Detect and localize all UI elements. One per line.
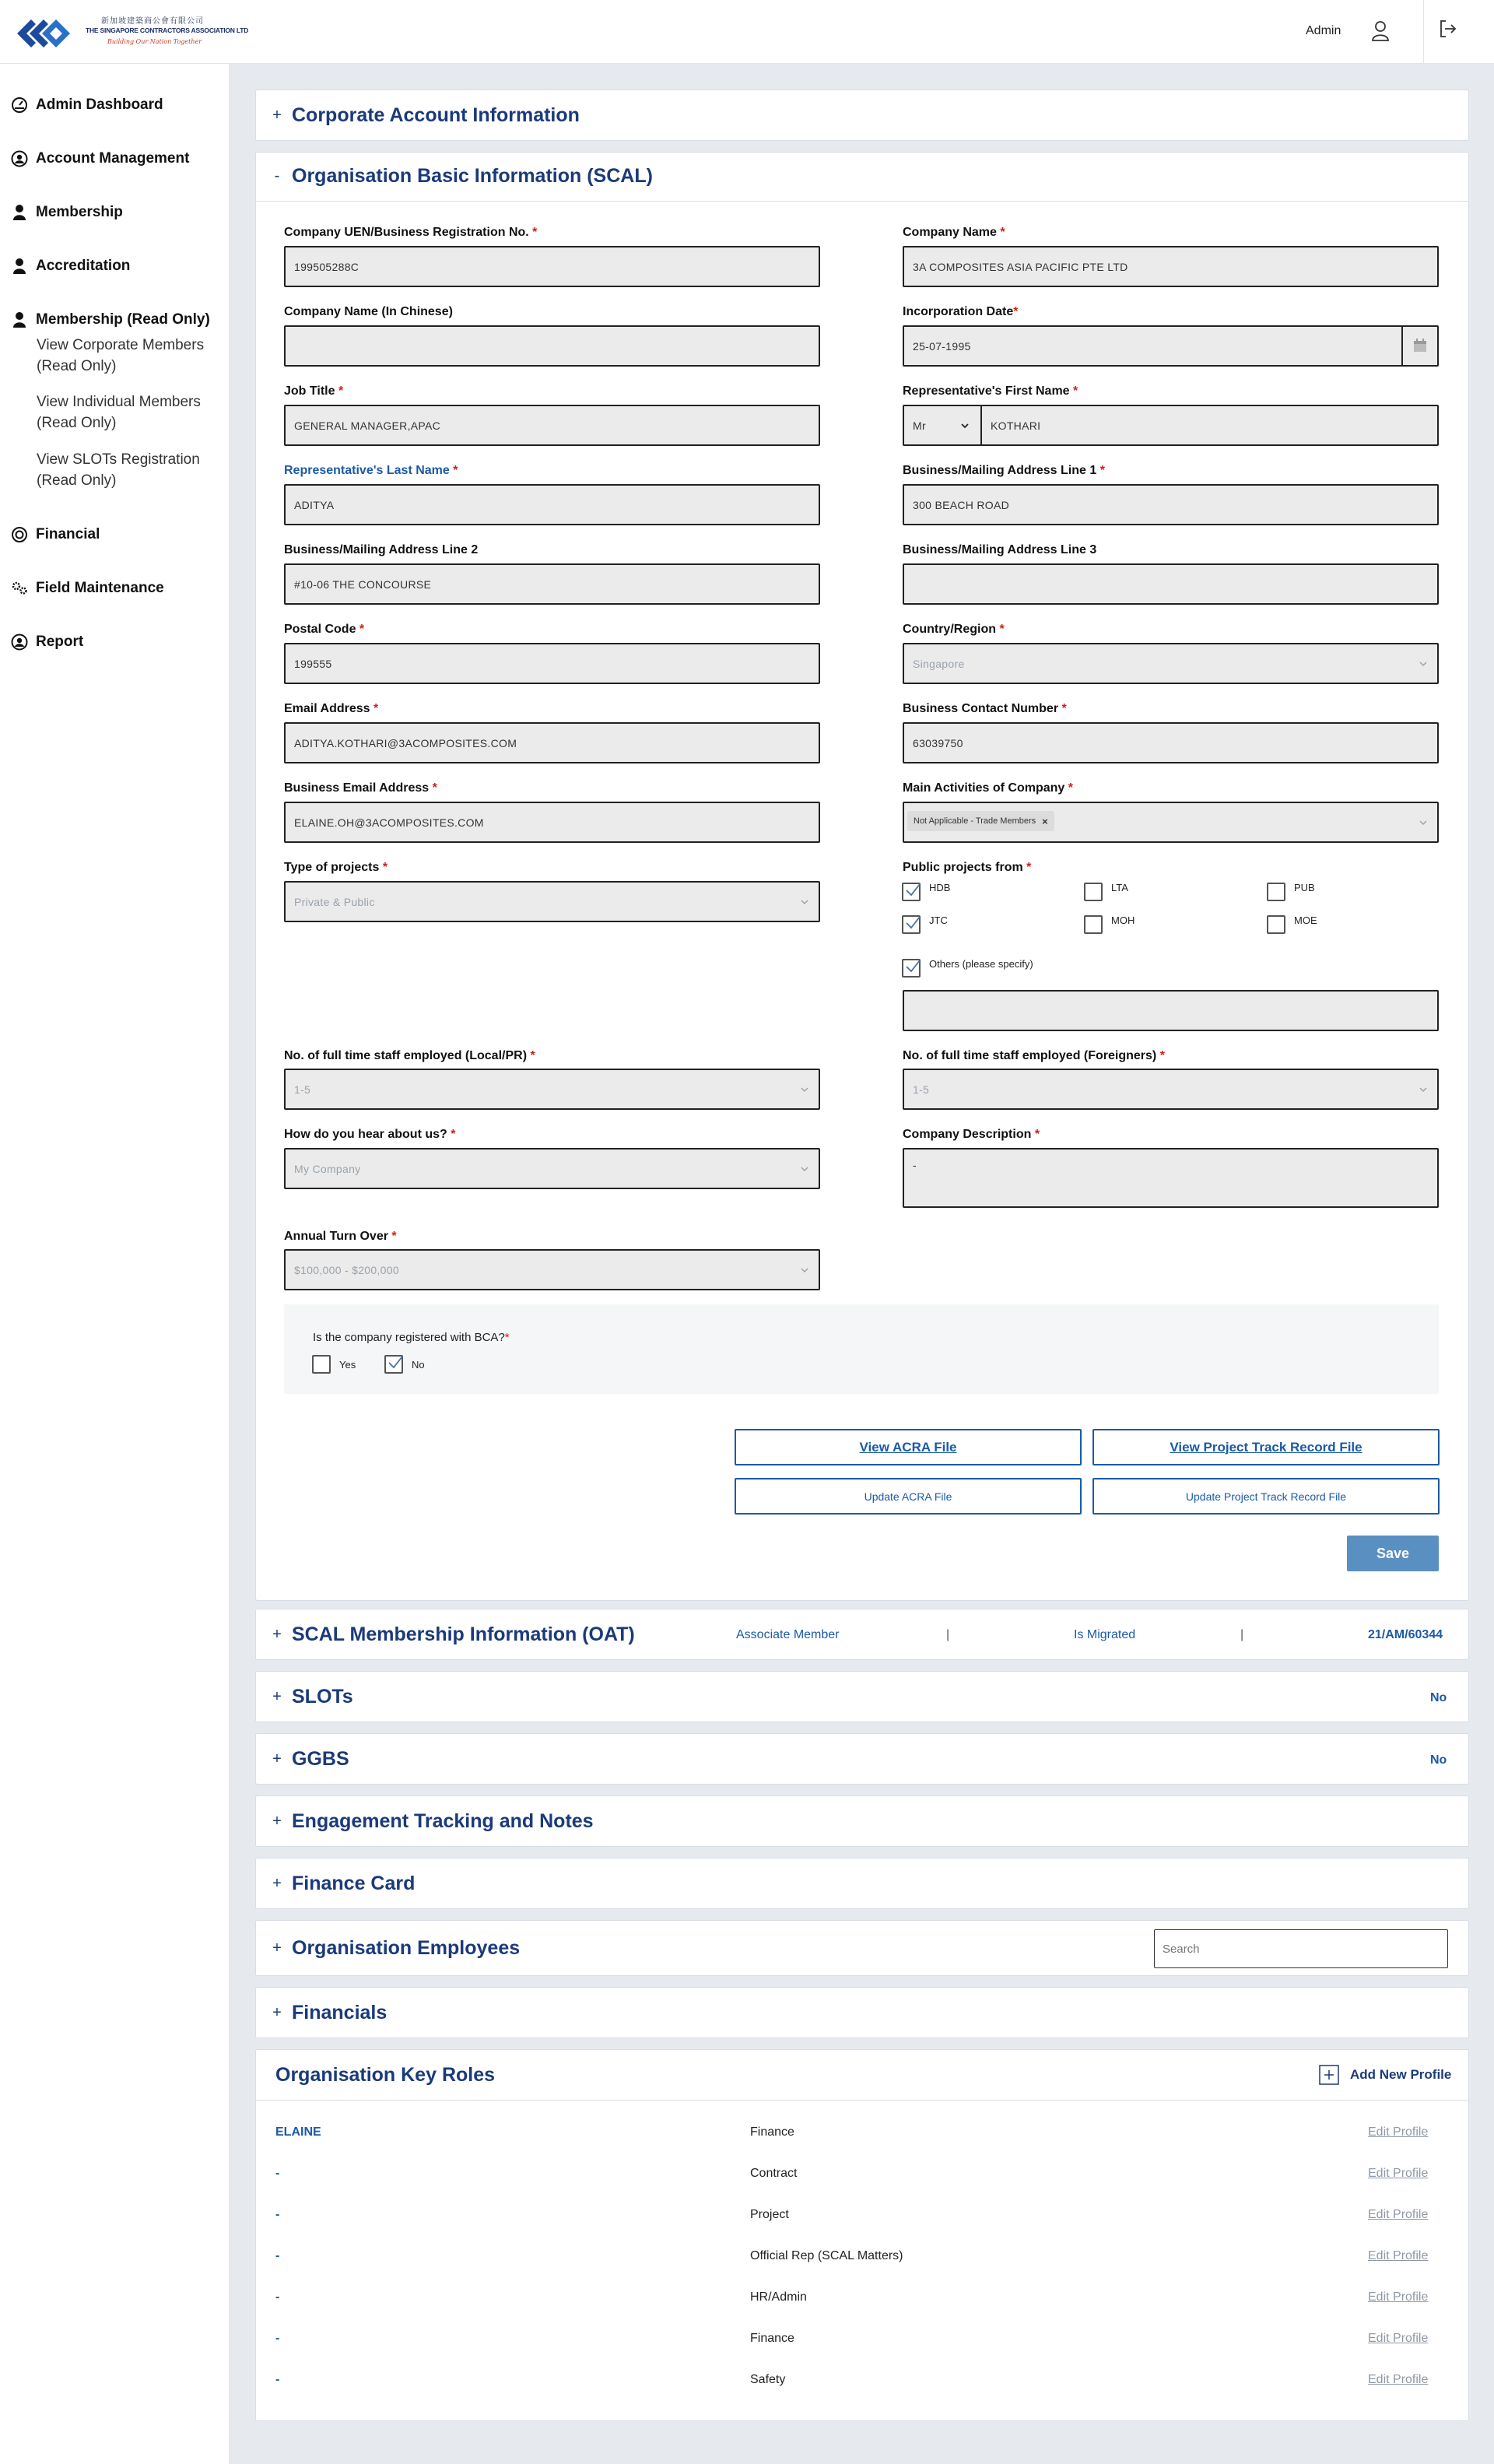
section-divider (255, 2100, 1469, 2101)
edit-profile-link[interactable]: Edit Profile (1368, 2208, 1429, 2221)
public-projects-label: Public projects from * (903, 861, 1032, 874)
logo-chinese-text: 新加坡建築商公會有限公司 (101, 17, 204, 26)
gears-icon (11, 580, 28, 597)
sidebar-subitem-view-individual[interactable]: View Individual Members (Read Only) (37, 394, 201, 431)
rep-last-name-label: Representative's Last Name * (284, 464, 458, 477)
chevron-down-icon (800, 1085, 809, 1094)
expand-toggle-icon[interactable]: + (272, 1875, 282, 1892)
org-basic-info-header[interactable] (272, 165, 653, 188)
incorporation-date-label: Incorporation Date* (903, 305, 1019, 318)
moe-label: MOE (1294, 914, 1317, 926)
ggbs-value: No (1430, 1753, 1447, 1767)
calendar-button[interactable] (1401, 327, 1437, 365)
salutation-select[interactable] (903, 405, 982, 446)
hdb-label: HDB (929, 882, 951, 893)
address1-input[interactable]: 300 BEACH ROAD (903, 484, 1439, 525)
edit-profile-link[interactable]: Edit Profile (1368, 2167, 1429, 2180)
section-title: Financials (292, 2002, 388, 2023)
key-role-title: HR/Admin (750, 2290, 807, 2304)
save-button[interactable]: Save (1347, 1536, 1439, 1571)
expand-toggle-icon[interactable]: + (272, 2004, 282, 2021)
collapse-toggle-icon[interactable]: - (274, 167, 280, 184)
remove-tag-icon[interactable]: × (1042, 815, 1048, 827)
hear-about-select[interactable] (284, 1148, 820, 1189)
expand-toggle-icon[interactable]: + (272, 107, 282, 124)
main-activity-tag-label: Not Applicable - Trade Members (914, 816, 1036, 826)
sidebar-item-admin-dashboard[interactable] (11, 97, 163, 114)
chevron-down-icon (960, 421, 970, 430)
sidebar-item-label: Report (36, 634, 84, 650)
key-role-name[interactable]: - (275, 2332, 280, 2345)
key-role-title: Contract (750, 2167, 798, 2180)
country-select[interactable] (903, 643, 1439, 684)
scal-membership-header[interactable] (272, 1623, 635, 1646)
key-roles-panel (255, 2049, 1469, 2421)
sidebar-item-account-management[interactable] (11, 150, 189, 167)
staff-foreign-value: 1-5 (913, 1083, 930, 1096)
slots-header[interactable] (272, 1686, 353, 1708)
staff-foreign-select[interactable] (903, 1069, 1439, 1110)
contact-number-input[interactable]: 63039750 (903, 722, 1439, 763)
section-title: Organisation Employees (292, 1937, 521, 1959)
section-divider (255, 201, 1469, 202)
scal-logo[interactable] (14, 9, 249, 54)
sidebar-item-label: Accreditation (36, 258, 131, 274)
update-acra-button[interactable]: Update ACRA File (735, 1478, 1082, 1515)
sidebar-item-field-maintenance[interactable] (11, 580, 164, 597)
uen-label: Company UEN/Business Registration No. * (284, 226, 538, 239)
person-icon (11, 311, 28, 328)
incorporation-date-input[interactable] (903, 325, 1439, 367)
expand-toggle-icon[interactable]: + (272, 1750, 282, 1767)
sidebar-item-label: Field Maintenance (36, 580, 164, 596)
key-role-name[interactable]: - (275, 2167, 280, 2180)
salutation-value: Mr (913, 419, 926, 432)
chevron-down-icon (800, 897, 809, 907)
jtc-checkbox[interactable] (902, 915, 921, 934)
admin-username[interactable]: Admin (1306, 24, 1341, 37)
finance-card-panel[interactable] (255, 1858, 1469, 1909)
chevron-down-icon (800, 1265, 809, 1275)
edit-profile-link[interactable]: Edit Profile (1368, 2125, 1429, 2139)
chevron-down-icon (1419, 1085, 1428, 1094)
bca-yes-checkbox[interactable] (312, 1355, 331, 1374)
sidebar-item-label: Membership (Read Only) (36, 311, 210, 328)
org-employees-header[interactable] (272, 1937, 520, 1960)
rep-first-name-input[interactable]: KOTHARI (980, 405, 1439, 446)
sidebar-item-membership[interactable] (11, 204, 123, 221)
edit-profile-link[interactable]: Edit Profile (1368, 2332, 1429, 2345)
lta-label: LTA (1111, 882, 1128, 893)
update-track-record-button[interactable]: Update Project Track Record File (1092, 1478, 1440, 1515)
annual-turnover-label: Annual Turn Over * (284, 1230, 397, 1243)
staff-local-label: No. of full time staff employed (Local/PR) * (284, 1049, 535, 1062)
sidebar-item-accreditation[interactable] (11, 258, 130, 275)
sidebar-item-report[interactable] (11, 634, 83, 651)
section-title: GGBS (292, 1748, 349, 1770)
member-number: 21/AM/60344 (1368, 1628, 1443, 1641)
slots-value: No (1430, 1691, 1447, 1704)
address3-label: Business/Mailing Address Line 3 (903, 543, 1097, 556)
slots-panel[interactable] (255, 1671, 1469, 1722)
ggbs-panel[interactable] (255, 1733, 1469, 1785)
staff-foreign-label: No. of full time staff employed (Foreigners) * (903, 1049, 1165, 1062)
type-projects-select[interactable] (284, 881, 820, 922)
checkmark-icon (904, 958, 921, 975)
key-role-title: Safety (750, 2373, 786, 2386)
section-title: Organisation Basic Information (SCAL) (292, 165, 653, 187)
moh-label: MOH (1111, 914, 1135, 926)
company-desc-textarea[interactable]: - (903, 1148, 1439, 1208)
country-value: Singapore (913, 657, 965, 670)
sidebar-subitem-view-corporate[interactable]: View Corporate Members (Read Only) (37, 337, 205, 374)
sidebar-item-label: Account Management (36, 150, 190, 167)
dashboard-icon (11, 97, 28, 114)
sidebar-subitem-view-slots[interactable]: View SLOTs Registration (Read Only) (37, 451, 200, 489)
bca-question: Is the company registered with BCA?* (313, 1331, 510, 1344)
key-role-name[interactable]: ELAINE (275, 2125, 321, 2139)
staff-local-value: 1-5 (294, 1083, 311, 1096)
report-icon (11, 634, 28, 651)
address2-input[interactable]: #10-06 THE CONCOURSE (284, 563, 820, 605)
bca-no-label: No (412, 1359, 425, 1371)
edit-profile-link[interactable]: Edit Profile (1368, 2373, 1429, 2386)
email-label: Email Address * (284, 702, 379, 715)
view-track-record-button[interactable]: View Project Track Record File (1092, 1429, 1440, 1465)
bca-yes-label: Yes (339, 1359, 356, 1371)
incorporation-date-value: 25-07-1995 (913, 339, 971, 353)
rep-first-name-label: Representative's First Name * (903, 384, 1078, 398)
separator: | (1240, 1628, 1244, 1641)
sidebar-item-label: Membership (36, 204, 123, 220)
hear-about-value: My Company (294, 1162, 361, 1175)
logout-icon[interactable] (1438, 19, 1458, 39)
ggbs-header[interactable] (272, 1748, 349, 1771)
logo-name-text: THE SINGAPORE CONTRACTORS ASSOCIATION LTD (86, 26, 249, 34)
postal-code-label: Postal Code * (284, 623, 365, 636)
top-bar (0, 0, 1494, 64)
section-title: Finance Card (292, 1873, 416, 1894)
job-title-label: Job Title * (284, 384, 344, 398)
header-divider (1423, 0, 1424, 64)
finance-card-header[interactable] (272, 1873, 415, 1895)
member-type: Associate Member (736, 1628, 840, 1641)
hdb-checkbox[interactable] (902, 883, 921, 901)
key-role-title: Finance (750, 2125, 794, 2139)
bca-no-checkbox[interactable] (384, 1355, 403, 1374)
corporate-account-panel[interactable] (255, 90, 1469, 141)
checkmark-icon (387, 1354, 404, 1371)
staff-local-select[interactable] (284, 1069, 820, 1110)
financial-gear-icon (11, 526, 28, 543)
chevron-down-icon (1419, 818, 1428, 827)
annual-turnover-value: $100,000 - $200,000 (294, 1263, 399, 1276)
section-title: SLOTs (292, 1686, 353, 1708)
financials-header[interactable] (272, 2002, 387, 2024)
country-label: Country/Region * (903, 623, 1005, 636)
add-new-profile-label: Add New Profile (1350, 2067, 1452, 2082)
chevron-down-icon (1419, 659, 1428, 669)
sidebar-item-label: Admin Dashboard (36, 97, 163, 113)
key-role-name[interactable]: - (275, 2290, 280, 2304)
scal-logo-mark (14, 12, 81, 54)
type-projects-value: Private & Public (294, 895, 375, 908)
edit-profile-link[interactable]: Edit Profile (1368, 2249, 1429, 2262)
job-title-input[interactable]: GENERAL MANAGER,APAC (284, 405, 820, 446)
postal-code-input[interactable]: 199555 (284, 643, 820, 684)
main-activity-tag (907, 811, 1054, 831)
expand-toggle-icon[interactable]: + (272, 1688, 282, 1705)
corporate-account-header[interactable] (272, 104, 580, 127)
others-specify-input[interactable] (903, 990, 1439, 1031)
company-name-input[interactable]: 3A COMPOSITES ASIA PACIFIC PTE LTD (903, 246, 1439, 287)
company-name-cn-label: Company Name (In Chinese) (284, 305, 453, 318)
email-input[interactable]: ADITYA.KOTHARI@3ACOMPOSITES.COM (284, 722, 820, 763)
business-email-label: Business Email Address * (284, 781, 437, 795)
company-name-cn-input[interactable] (284, 325, 820, 367)
jtc-label: JTC (929, 914, 948, 926)
hear-about-label: How do you hear about us? * (284, 1128, 456, 1141)
key-role-name[interactable]: - (275, 2373, 280, 2386)
expand-toggle-icon[interactable]: + (272, 1939, 282, 1957)
others-checkbox[interactable] (902, 959, 921, 978)
add-new-profile-button[interactable] (1319, 2065, 1451, 2085)
pub-label: PUB (1294, 882, 1315, 893)
sidebar-item-label: Financial (36, 526, 100, 542)
person-icon (11, 204, 28, 221)
moh-checkbox[interactable] (1084, 915, 1103, 934)
key-role-title: Finance (750, 2332, 794, 2345)
lta-checkbox[interactable] (1084, 883, 1103, 901)
key-roles-title: Organisation Key Roles (275, 2064, 496, 2086)
account-circle-icon (11, 150, 28, 167)
sidebar-item-membership-read-only[interactable] (11, 311, 210, 328)
sidebar-item-financial[interactable] (11, 526, 100, 543)
employees-search-input[interactable] (1154, 1929, 1448, 1968)
key-role-title: Project (750, 2208, 789, 2221)
logo-tagline: Building Our Nation Together (107, 38, 202, 45)
view-acra-button[interactable]: View ACRA File (735, 1429, 1082, 1465)
annual-turnover-select[interactable] (284, 1249, 820, 1290)
section-title: SCAL Membership Information (OAT) (292, 1623, 635, 1645)
others-label: Others (please specify) (929, 958, 1033, 970)
type-projects-label: Type of projects * (284, 861, 388, 874)
separator: | (946, 1628, 950, 1641)
rep-last-name-input[interactable]: ADITYA (284, 484, 820, 525)
migrated-status: Is Migrated (1074, 1628, 1136, 1641)
user-icon[interactable] (1371, 20, 1390, 42)
key-role-title: Official Rep (SCAL Matters) (750, 2249, 903, 2262)
pub-checkbox[interactable] (1267, 883, 1285, 901)
engagement-header[interactable] (272, 1810, 594, 1833)
main-activities-label: Main Activities of Company * (903, 781, 1074, 795)
address1-label: Business/Mailing Address Line 1 * (903, 464, 1105, 477)
person-icon (11, 258, 28, 275)
company-name-label: Company Name * (903, 226, 1005, 239)
engagement-panel[interactable] (255, 1795, 1469, 1847)
calendar-icon (1412, 338, 1428, 353)
checkmark-icon (904, 914, 921, 932)
scal-membership-panel[interactable] (255, 1609, 1469, 1660)
business-email-input[interactable]: ELAINE.OH@3ACOMPOSITES.COM (284, 802, 820, 843)
key-role-name[interactable]: - (275, 2249, 280, 2262)
financials-panel[interactable] (255, 1987, 1469, 2038)
company-desc-label: Company Description * (903, 1128, 1040, 1141)
uen-input[interactable]: 199505288C (284, 246, 820, 287)
moe-checkbox[interactable] (1267, 915, 1285, 934)
section-title: Corporate Account Information (292, 104, 580, 126)
key-role-name[interactable]: - (275, 2208, 280, 2221)
add-icon (1319, 2065, 1339, 2085)
expand-toggle-icon[interactable]: + (272, 1813, 282, 1830)
edit-profile-link[interactable]: Edit Profile (1368, 2290, 1429, 2304)
address3-input[interactable] (903, 563, 1439, 605)
checkmark-icon (904, 882, 921, 899)
bca-section (284, 1304, 1439, 1394)
contact-number-label: Business Contact Number * (903, 702, 1067, 715)
address2-label: Business/Mailing Address Line 2 (284, 543, 479, 556)
chevron-down-icon (800, 1164, 809, 1174)
section-title: Engagement Tracking and Notes (292, 1810, 594, 1832)
expand-toggle-icon[interactable]: + (272, 1626, 282, 1643)
